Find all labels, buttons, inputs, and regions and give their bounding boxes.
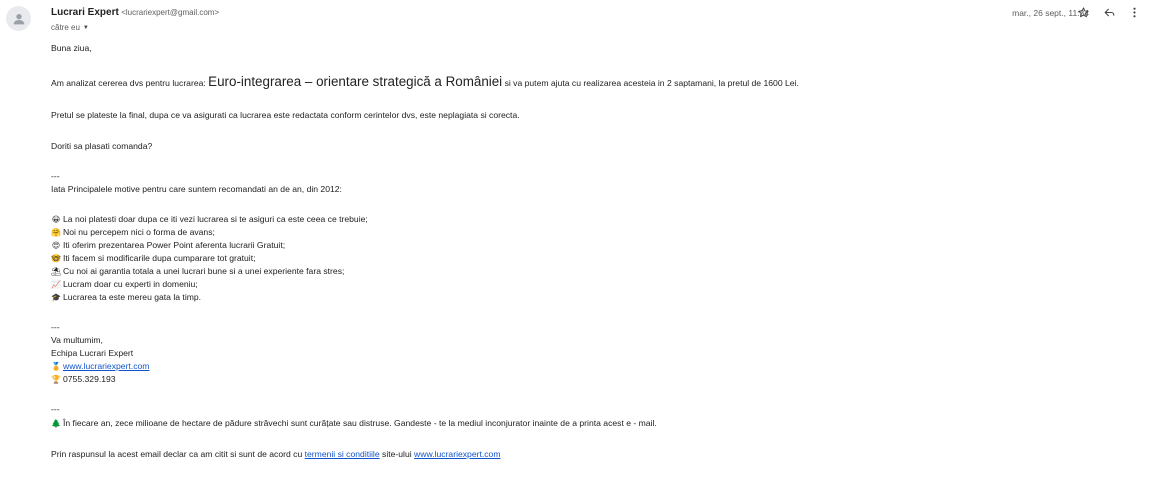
star-button[interactable]: [1075, 4, 1091, 20]
team-signature: Echipa Lucrari Expert: [51, 348, 134, 358]
website-link[interactable]: www.lucrariexpert.com: [63, 361, 150, 371]
terms-link[interactable]: termenii si conditiile: [304, 449, 380, 459]
phone-number: 0755.329.193: [63, 374, 116, 384]
reason-text: Lucram doar cu experti in domeniu;: [63, 279, 198, 289]
recipient-label: către eu: [51, 23, 80, 32]
graduation-cap-icon: 🎓: [51, 293, 61, 302]
reason-text: Lucrarea ta este mereu gata la timp.: [63, 292, 202, 302]
eco-note: În fiecare an, zece milioane de hectare de pădure străvechi sunt curățate sau distruse. Gandeste - te la mediul inconjurator inainte de a printa acest e - mail.: [63, 418, 657, 428]
analysis-pre: Am analizat cererea dvs pentru lucrarea:: [51, 78, 206, 88]
caret-down-icon[interactable]: ▼: [82, 25, 89, 31]
reason-text: Iti oferim prezentarea Power Point aferenta lucrarii Gratuit;: [63, 240, 286, 250]
website-line: [51, 361, 149, 372]
reasons-intro: Iata Principalele motive pentru care suntem recomandati an de an, din 2012:: [51, 184, 342, 194]
analysis-post: si va putem ajuta cu realizarea acesteia in 2 saptamani, la pretul de 1600 Lei.: [504, 78, 799, 88]
sender-name[interactable]: Lucrari Expert: [51, 7, 119, 18]
separator: ---: [51, 322, 60, 332]
analysis-paragraph: [51, 76, 799, 89]
heart-eyes-icon: 😍: [51, 241, 61, 250]
reply-button[interactable]: [1101, 4, 1117, 20]
reason-item: [51, 214, 368, 225]
reason-text: La noi platesti doar dupa ce iti vezi lucrarea si te asiguri ca este ceea ce trebuie;: [63, 214, 368, 224]
reply-icon: [1103, 6, 1116, 19]
reason-item: [51, 292, 201, 303]
sender-email: <lucrariexpert@gmail.com>: [121, 8, 220, 17]
greeting: Buna ziua,: [51, 43, 92, 53]
separator: ---: [51, 171, 60, 181]
trophy-icon: 🏆: [51, 375, 61, 384]
beach-umbrella-icon: ⛱: [51, 267, 62, 276]
nerd-face-icon: 🤓: [51, 254, 61, 263]
reason-text: Noi nu percepem nici o forma de avans;: [63, 227, 215, 237]
tree-icon: 🌲: [51, 419, 61, 428]
topic-title: Euro-integrarea – orientare strategică a României: [208, 74, 503, 89]
payment-paragraph: Pretul se plateste la final, dupa ce va asigurati ca lucrarea este redactata conform cerintelor dvs, este neplagiata si corecta.: [51, 110, 520, 120]
phone-line: [51, 374, 116, 385]
avatar[interactable]: [6, 6, 31, 31]
grinning-face-icon: 😀: [51, 215, 61, 224]
email-date: mar., 26 sept., 11:34: [1012, 8, 1089, 18]
person-icon: [11, 11, 27, 27]
sender-info: [51, 7, 219, 18]
more-options-button[interactable]: [1126, 4, 1142, 20]
reason-item: [51, 227, 215, 238]
chart-increasing-icon: 📈: [51, 280, 61, 289]
terms-mid: site-ului: [382, 449, 412, 459]
recipient-line[interactable]: [51, 23, 89, 32]
separator: ---: [51, 404, 60, 414]
terms-site-link[interactable]: www.lucrariexpert.com: [414, 449, 501, 459]
reason-item: [51, 279, 198, 290]
star-icon: [1077, 6, 1090, 19]
terms-pre: Prin raspunsul la acest email declar ca am citit si sunt de acord cu: [51, 449, 303, 459]
eco-note-line: [51, 418, 657, 429]
order-question: Doriti sa plasati comanda?: [51, 141, 153, 151]
reason-item: [51, 266, 344, 277]
reason-item: [51, 240, 285, 251]
reason-item: [51, 253, 256, 264]
medal-icon: 🏅: [51, 362, 61, 371]
terms-line: [51, 449, 500, 460]
reason-text: Cu noi ai garantia totala a unei lucrari bune si a unei experiente fara stres;: [63, 266, 345, 276]
thanks-line: Va multumim,: [51, 335, 103, 345]
hugging-face-icon: 🤗: [51, 228, 61, 237]
more-vert-icon: [1128, 6, 1141, 19]
reason-text: Iti facem si modificarile dupa cumparare tot gratuit;: [63, 253, 256, 263]
